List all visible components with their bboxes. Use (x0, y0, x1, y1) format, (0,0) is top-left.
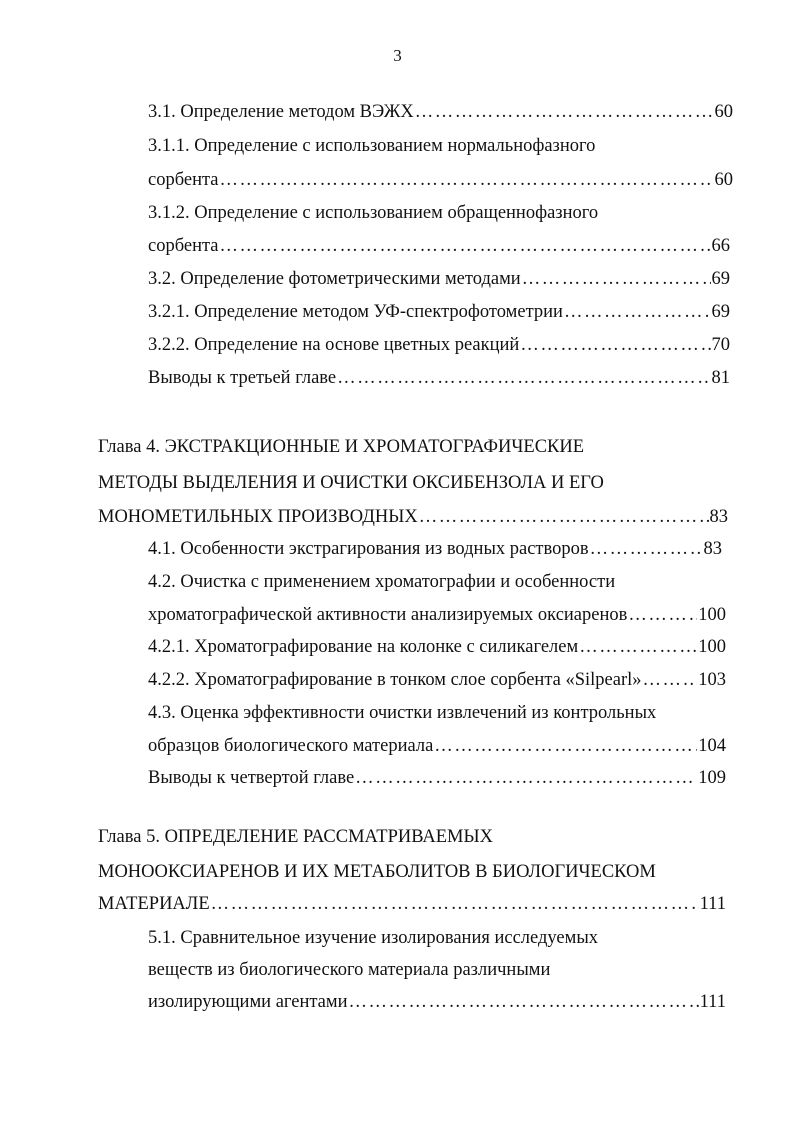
chapter-4-title-line-2[interactable]: МЕТОДЫ ВЫДЕЛЕНИЯ И ОЧИСТКИ ОКСИБЕНЗОЛА И ЕГО (98, 473, 604, 493)
toc-entry-page: 83 (703, 539, 722, 559)
toc-entry-3-1-1-title[interactable]: 3.1.1. Определение с использованием нормальнофазного (148, 136, 596, 156)
toc-entry-4-2-1[interactable] (148, 636, 726, 658)
toc-entry-chapter-4[interactable] (98, 506, 728, 528)
chapter-5-title-line-2[interactable]: МОНООКСИАРЕНОВ И ИХ МЕТАБОЛИТОВ В БИОЛОГИЧЕСКОМ (98, 862, 656, 882)
toc-entry-page: 60 (714, 102, 733, 122)
toc-entry-title: Выводы к четвертой главе (148, 768, 355, 788)
dot-leader (220, 169, 714, 191)
toc-entry-conclusions-3[interactable] (148, 367, 730, 389)
toc-entry-3-1-2[interactable] (148, 235, 730, 257)
toc-entry-3-2-2[interactable] (148, 334, 730, 356)
toc-entry-title: 3.2. Определение фотометрическими методами (148, 269, 521, 289)
chapter-5-title-line-1[interactable]: Глава 5. ОПРЕДЕЛЕНИЕ РАССМАТРИВАЕМЫХ (98, 827, 494, 847)
dot-leader (349, 991, 699, 1013)
toc-entry-page: 111 (699, 992, 726, 1012)
toc-entry-page: 109 (698, 768, 726, 788)
dot-leader (355, 767, 697, 789)
toc-entry-5-1-title-line-1[interactable]: 5.1. Сравнительное изучение изолирования исследуемых (148, 928, 599, 948)
toc-entry-4-3[interactable] (148, 735, 726, 757)
dot-leader (434, 735, 697, 757)
toc-entry-title: сорбента (148, 170, 219, 190)
dot-leader (628, 604, 697, 626)
toc-entry-page: 66 (711, 236, 730, 256)
dot-leader (419, 506, 709, 528)
dot-leader (590, 538, 703, 560)
toc-entry-3-1[interactable] (148, 101, 733, 123)
toc-entry-3-2[interactable] (148, 268, 730, 290)
dot-leader (579, 636, 697, 658)
toc-entry-page: 100 (698, 605, 726, 625)
toc-entry-page: 60 (714, 170, 733, 190)
toc-entry-3-2-1[interactable] (148, 301, 730, 323)
toc-entry-4-3-title[interactable]: 4.3. Оценка эффективности очистки извлечений из контрольных (148, 703, 657, 723)
toc-entry-page: 70 (711, 335, 730, 355)
toc-entry-title: МАТЕРИАЛЕ (98, 894, 210, 914)
toc-entry-chapter-5[interactable] (98, 893, 726, 915)
toc-entry-title: 4.2.2. Хроматографирование в тонком слое сорбента «Silpearl» (148, 670, 642, 690)
toc-entry-5-1[interactable] (148, 991, 726, 1013)
toc-entry-page: 104 (698, 736, 726, 756)
toc-entry-page: 69 (711, 302, 730, 322)
dot-leader (220, 235, 711, 257)
toc-entry-4-2-title[interactable]: 4.2. Очистка с применением хроматографии и особенности (148, 572, 616, 592)
toc-entry-4-1[interactable] (148, 538, 722, 560)
toc-entry-page: 83 (709, 507, 728, 527)
toc-entry-title: сорбента (148, 236, 219, 256)
chapter-4-title-line-1[interactable]: Глава 4. ЭКСТРАКЦИОННЫЕ И ХРОМАТОГРАФИЧЕСКИЕ (98, 437, 585, 457)
dot-leader (643, 669, 698, 691)
toc-entry-title: 3.1. Определение методом ВЭЖХ (148, 102, 414, 122)
toc-entry-page: 100 (698, 637, 726, 657)
toc-entry-page: 111 (699, 894, 726, 914)
dot-leader (415, 101, 714, 123)
toc-entry-title: 3.2.1. Определение методом УФ-спектрофотометрии (148, 302, 563, 322)
toc-entry-4-2[interactable] (148, 604, 726, 626)
toc-entry-4-2-2[interactable] (148, 669, 726, 691)
toc-entry-title: образцов биологического материала (148, 736, 434, 756)
toc-entry-title: Выводы к третьей главе (148, 368, 337, 388)
toc-entry-5-1-title-line-2[interactable]: веществ из биологического материала различными (148, 960, 551, 980)
toc-entry-page: 69 (711, 269, 730, 289)
toc-entry-title: 4.2.1. Хроматографирование на колонке с силикагелем (148, 637, 579, 657)
dot-leader (337, 367, 710, 389)
page-number: 3 (393, 46, 402, 65)
dot-leader (522, 268, 711, 290)
dot-leader (520, 334, 710, 356)
toc-entry-title: 4.1. Особенности экстрагирования из водных растворов (148, 539, 589, 559)
toc-entry-title: хроматографической активности анализируемых оксиаренов (148, 605, 628, 625)
dot-leader (564, 301, 711, 323)
toc-entry-title: 3.2.2. Определение на основе цветных реакций (148, 335, 520, 355)
toc-entry-conclusions-4[interactable] (148, 767, 726, 789)
toc-entry-page: 81 (711, 368, 730, 388)
toc-entry-3-1-2-title[interactable]: 3.1.2. Определение с использованием обращеннофазного (148, 203, 599, 223)
toc-entry-page: 103 (698, 670, 726, 690)
dot-leader (211, 893, 699, 915)
toc-entry-title: МОНОМЕТИЛЬНЫХ ПРОИЗВОДНЫХ (98, 507, 418, 527)
toc-entry-3-1-1[interactable] (148, 169, 733, 191)
toc-entry-title: изолирующими агентами (148, 992, 348, 1012)
